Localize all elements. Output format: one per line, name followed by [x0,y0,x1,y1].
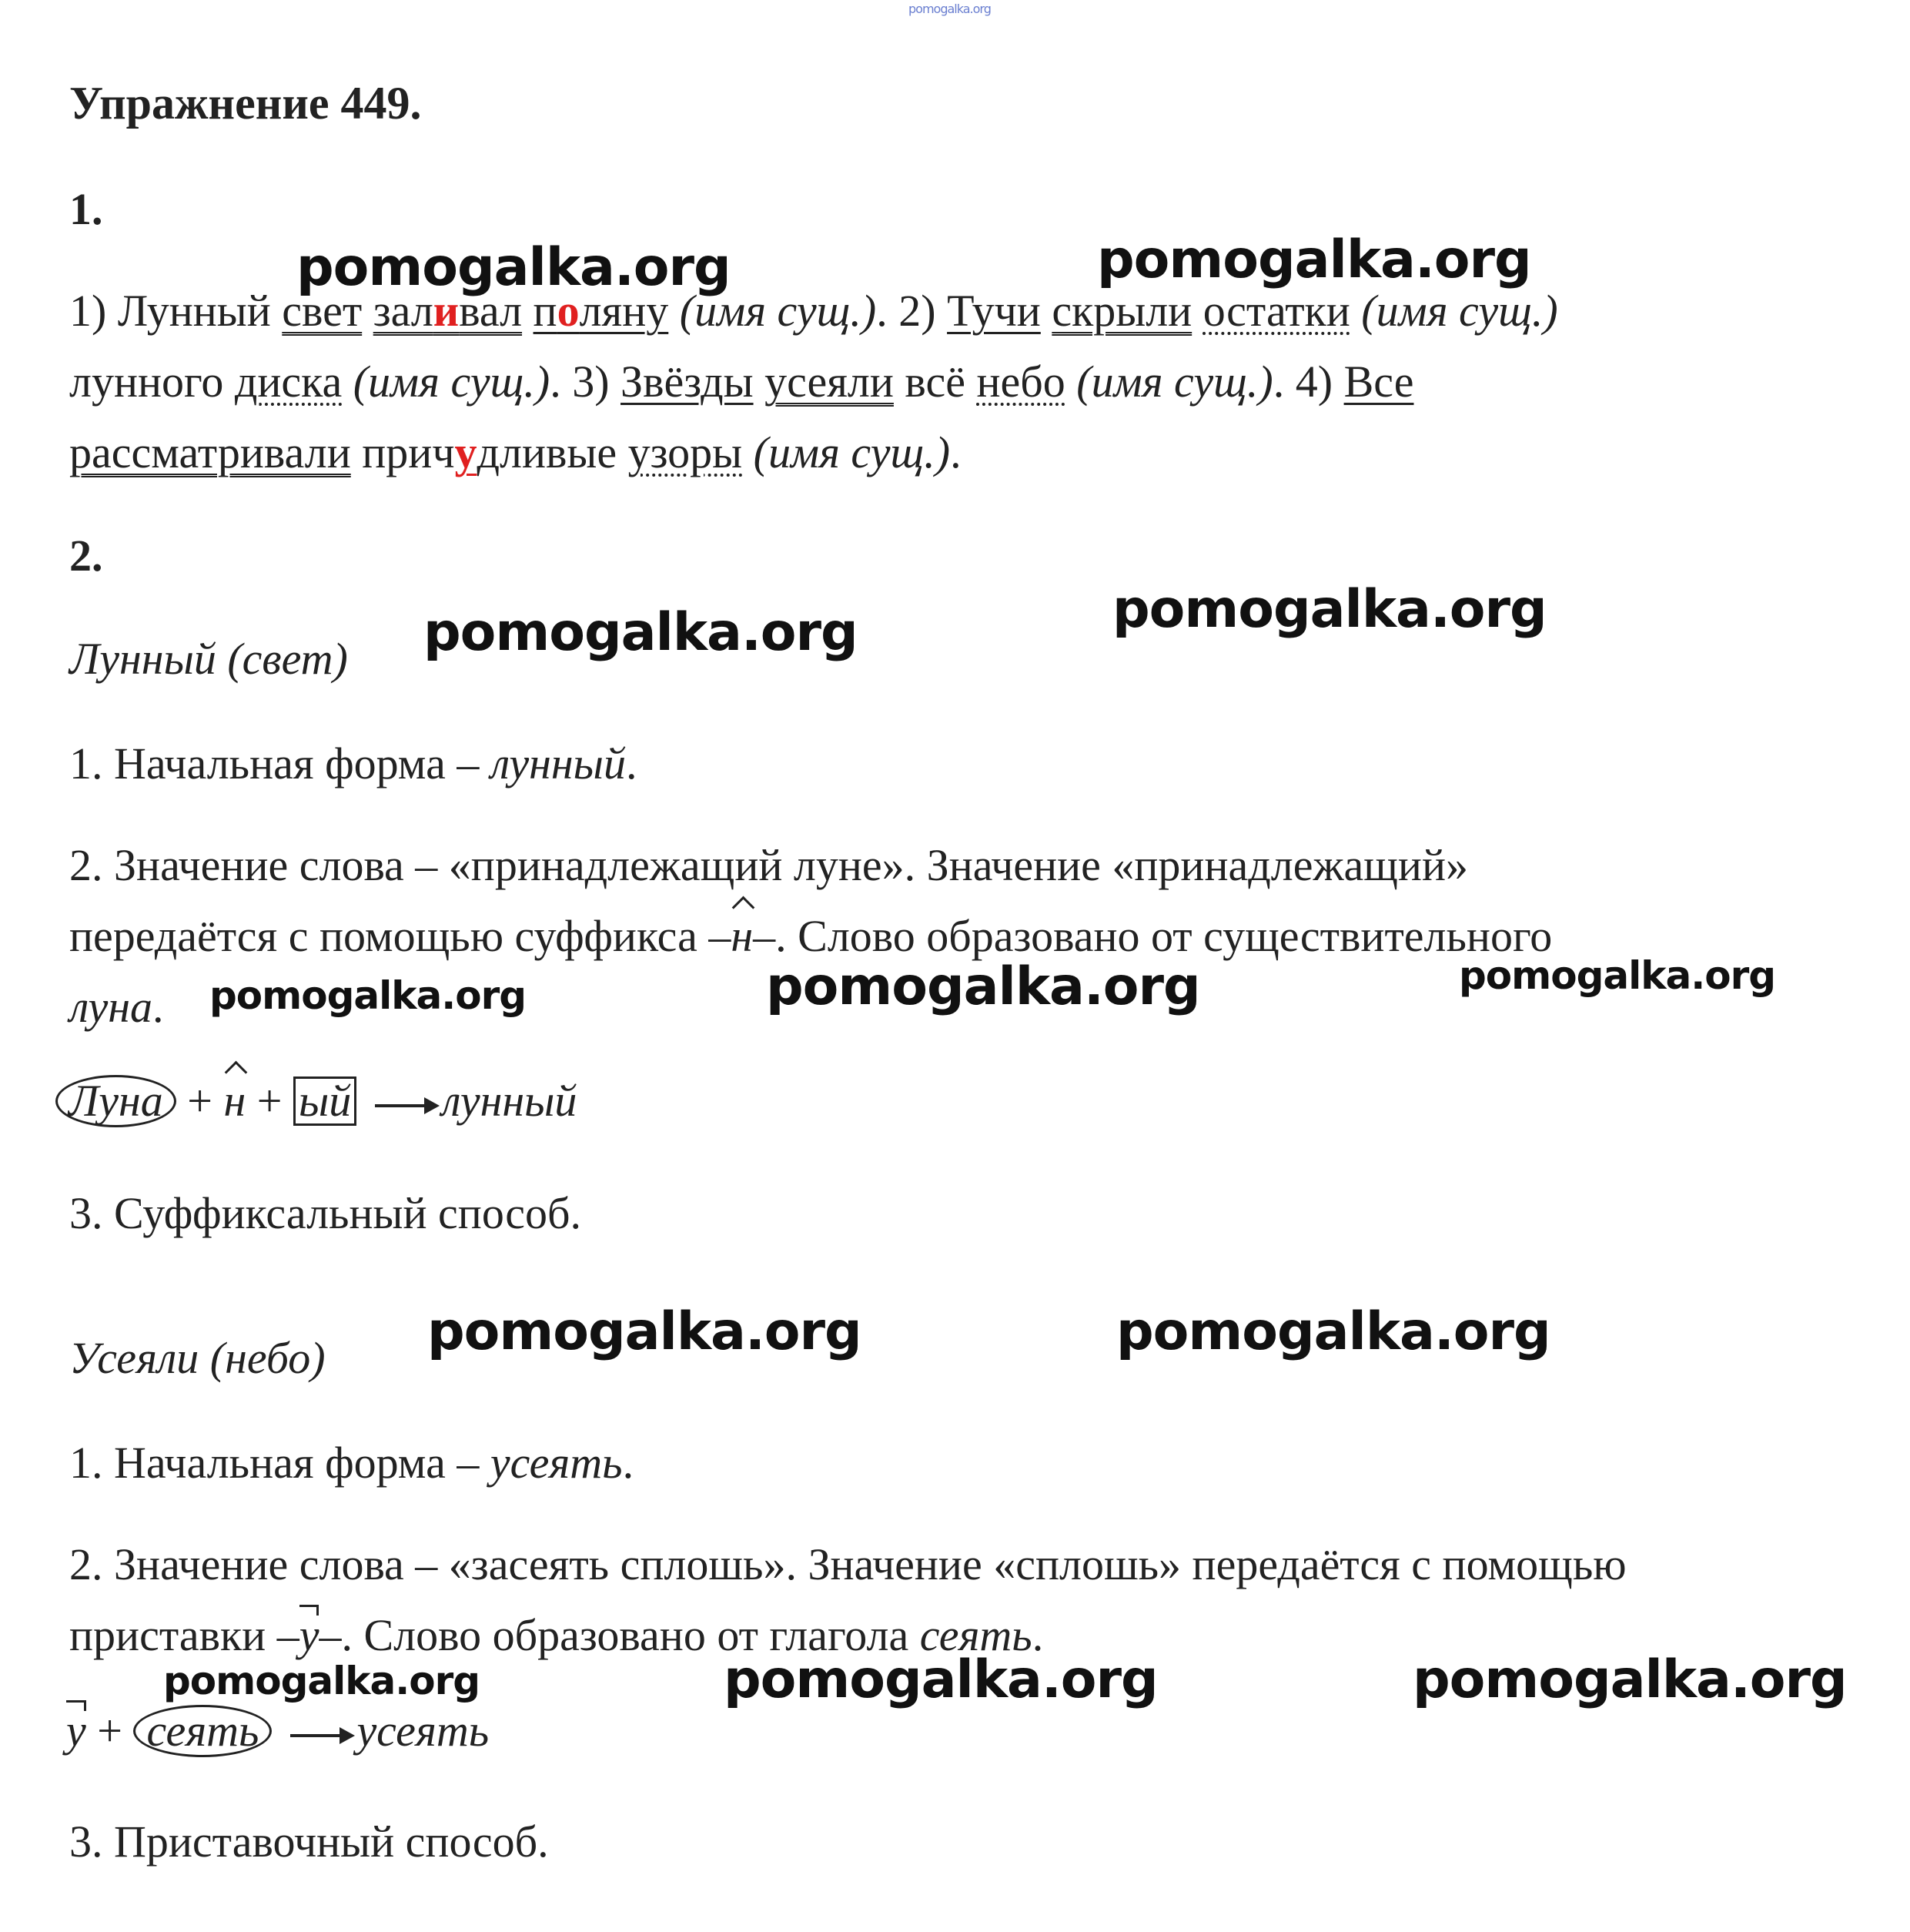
watermark-text: pomogalka.org [423,602,858,663]
watermark-text: pomogalka.org [1413,1649,1847,1710]
watermark-text: pomogalka.org [296,237,731,298]
watermark-text: pomogalka.org [724,1649,1158,1710]
text: . 3) [550,357,621,407]
watermark-text: pomogalka.org [1112,579,1547,640]
subject-vse: Все [1343,357,1414,407]
block2-item3: 3. Приставочный способ. [69,1816,549,1867]
block2-item2-line2: приставки –у–. Слово образовано от глагола сеять. [69,1610,1044,1660]
suffix-mark: н [223,1076,246,1126]
watermark-text: pomogalka.org [209,973,527,1018]
text: 1) Лунный [69,286,283,336]
word-diska: диска [234,357,343,407]
watermark-text: pomogalka.org [163,1659,480,1703]
text: . [950,427,962,477]
block2-item2-line1: 2. Значение слова – «засеять сплошь». Значение «сплошь» передаётся с помощью [69,1539,1627,1589]
watermark-text: pomogalka.org [1459,953,1776,998]
predicate-useyali: усеяли [764,357,894,407]
sentence-line-2 [69,356,1413,407]
predicate-zalival: заливал [373,286,523,336]
subject-zvezdy: Звёзды [620,357,754,407]
note: (имя сущ.) [1076,357,1273,407]
note: (имя сущ.) [353,357,550,407]
root-mark: Луна [55,1075,176,1127]
sentence-line-1 [69,285,1558,337]
text: всё [893,357,977,407]
ending-mark: ый [293,1076,356,1126]
object-nebo: небо [976,357,1065,407]
block1-item2-line1: 2. Значение слова – «принадлежащий луне». Значение «принадлежащий» [69,840,1469,890]
text: лунного [69,357,235,407]
note: (имя сущ.) [753,427,951,477]
text: . 4) [1273,357,1344,407]
sentence-line-3 [69,427,962,478]
watermark-text: pomogalka.org [766,956,1200,1017]
block1-item2-line3: луна. [69,982,164,1032]
arrow-icon [375,1104,429,1107]
page-title: Упражнение 449. [69,78,422,129]
arrow-icon [290,1734,344,1737]
text: прич [350,427,455,477]
object-ostatki: остатки [1203,286,1350,336]
predicate-rassmatrivali: рассматривали [69,427,351,477]
block2-heading: Усеяли (небо) [69,1333,326,1383]
block1-item1: 1. Начальная форма – лунный. [69,738,637,789]
text: дливые [477,427,628,477]
prefix-mark: у [66,1706,86,1756]
block2-scheme: у + сеять усеять [66,1706,490,1756]
block2-item1: 1. Начальная форма – усеять. [69,1438,634,1488]
subject-svet: свет [282,286,363,336]
root-mark: сеять [133,1705,272,1757]
watermark-text: pomogalka.org [427,1301,861,1362]
object-uzory: узоры [627,427,743,477]
section-1-number: 1. [69,184,103,234]
block1-heading: Лунный (свет) [69,634,348,684]
note: (имя сущ.) [679,286,877,336]
object-polyanu: поляну [533,286,669,336]
predicate-skryli: скрыли [1052,286,1192,336]
text: . 2) [876,286,948,336]
suffix-mark: н [731,911,754,961]
watermark-text: pomogalka.org [1097,229,1531,290]
note: (имя сущ.) [1361,286,1558,336]
watermark-text: pomogalka.org [1116,1301,1550,1362]
block1-item2-line2: передаётся с помощью суффикса –н–. Слово образовано от существительного [69,911,1553,961]
top-watermark: pomogalka.org [908,2,991,16]
block1-scheme: Луна + н + ый лунный [55,1075,577,1127]
block1-item3: 3. Суффиксальный способ. [69,1188,582,1238]
prefix-mark: у [299,1610,319,1660]
highlight-letter: у [454,427,477,477]
subject-tuchi: Тучи [947,286,1041,336]
section-2-number: 2. [69,531,103,581]
